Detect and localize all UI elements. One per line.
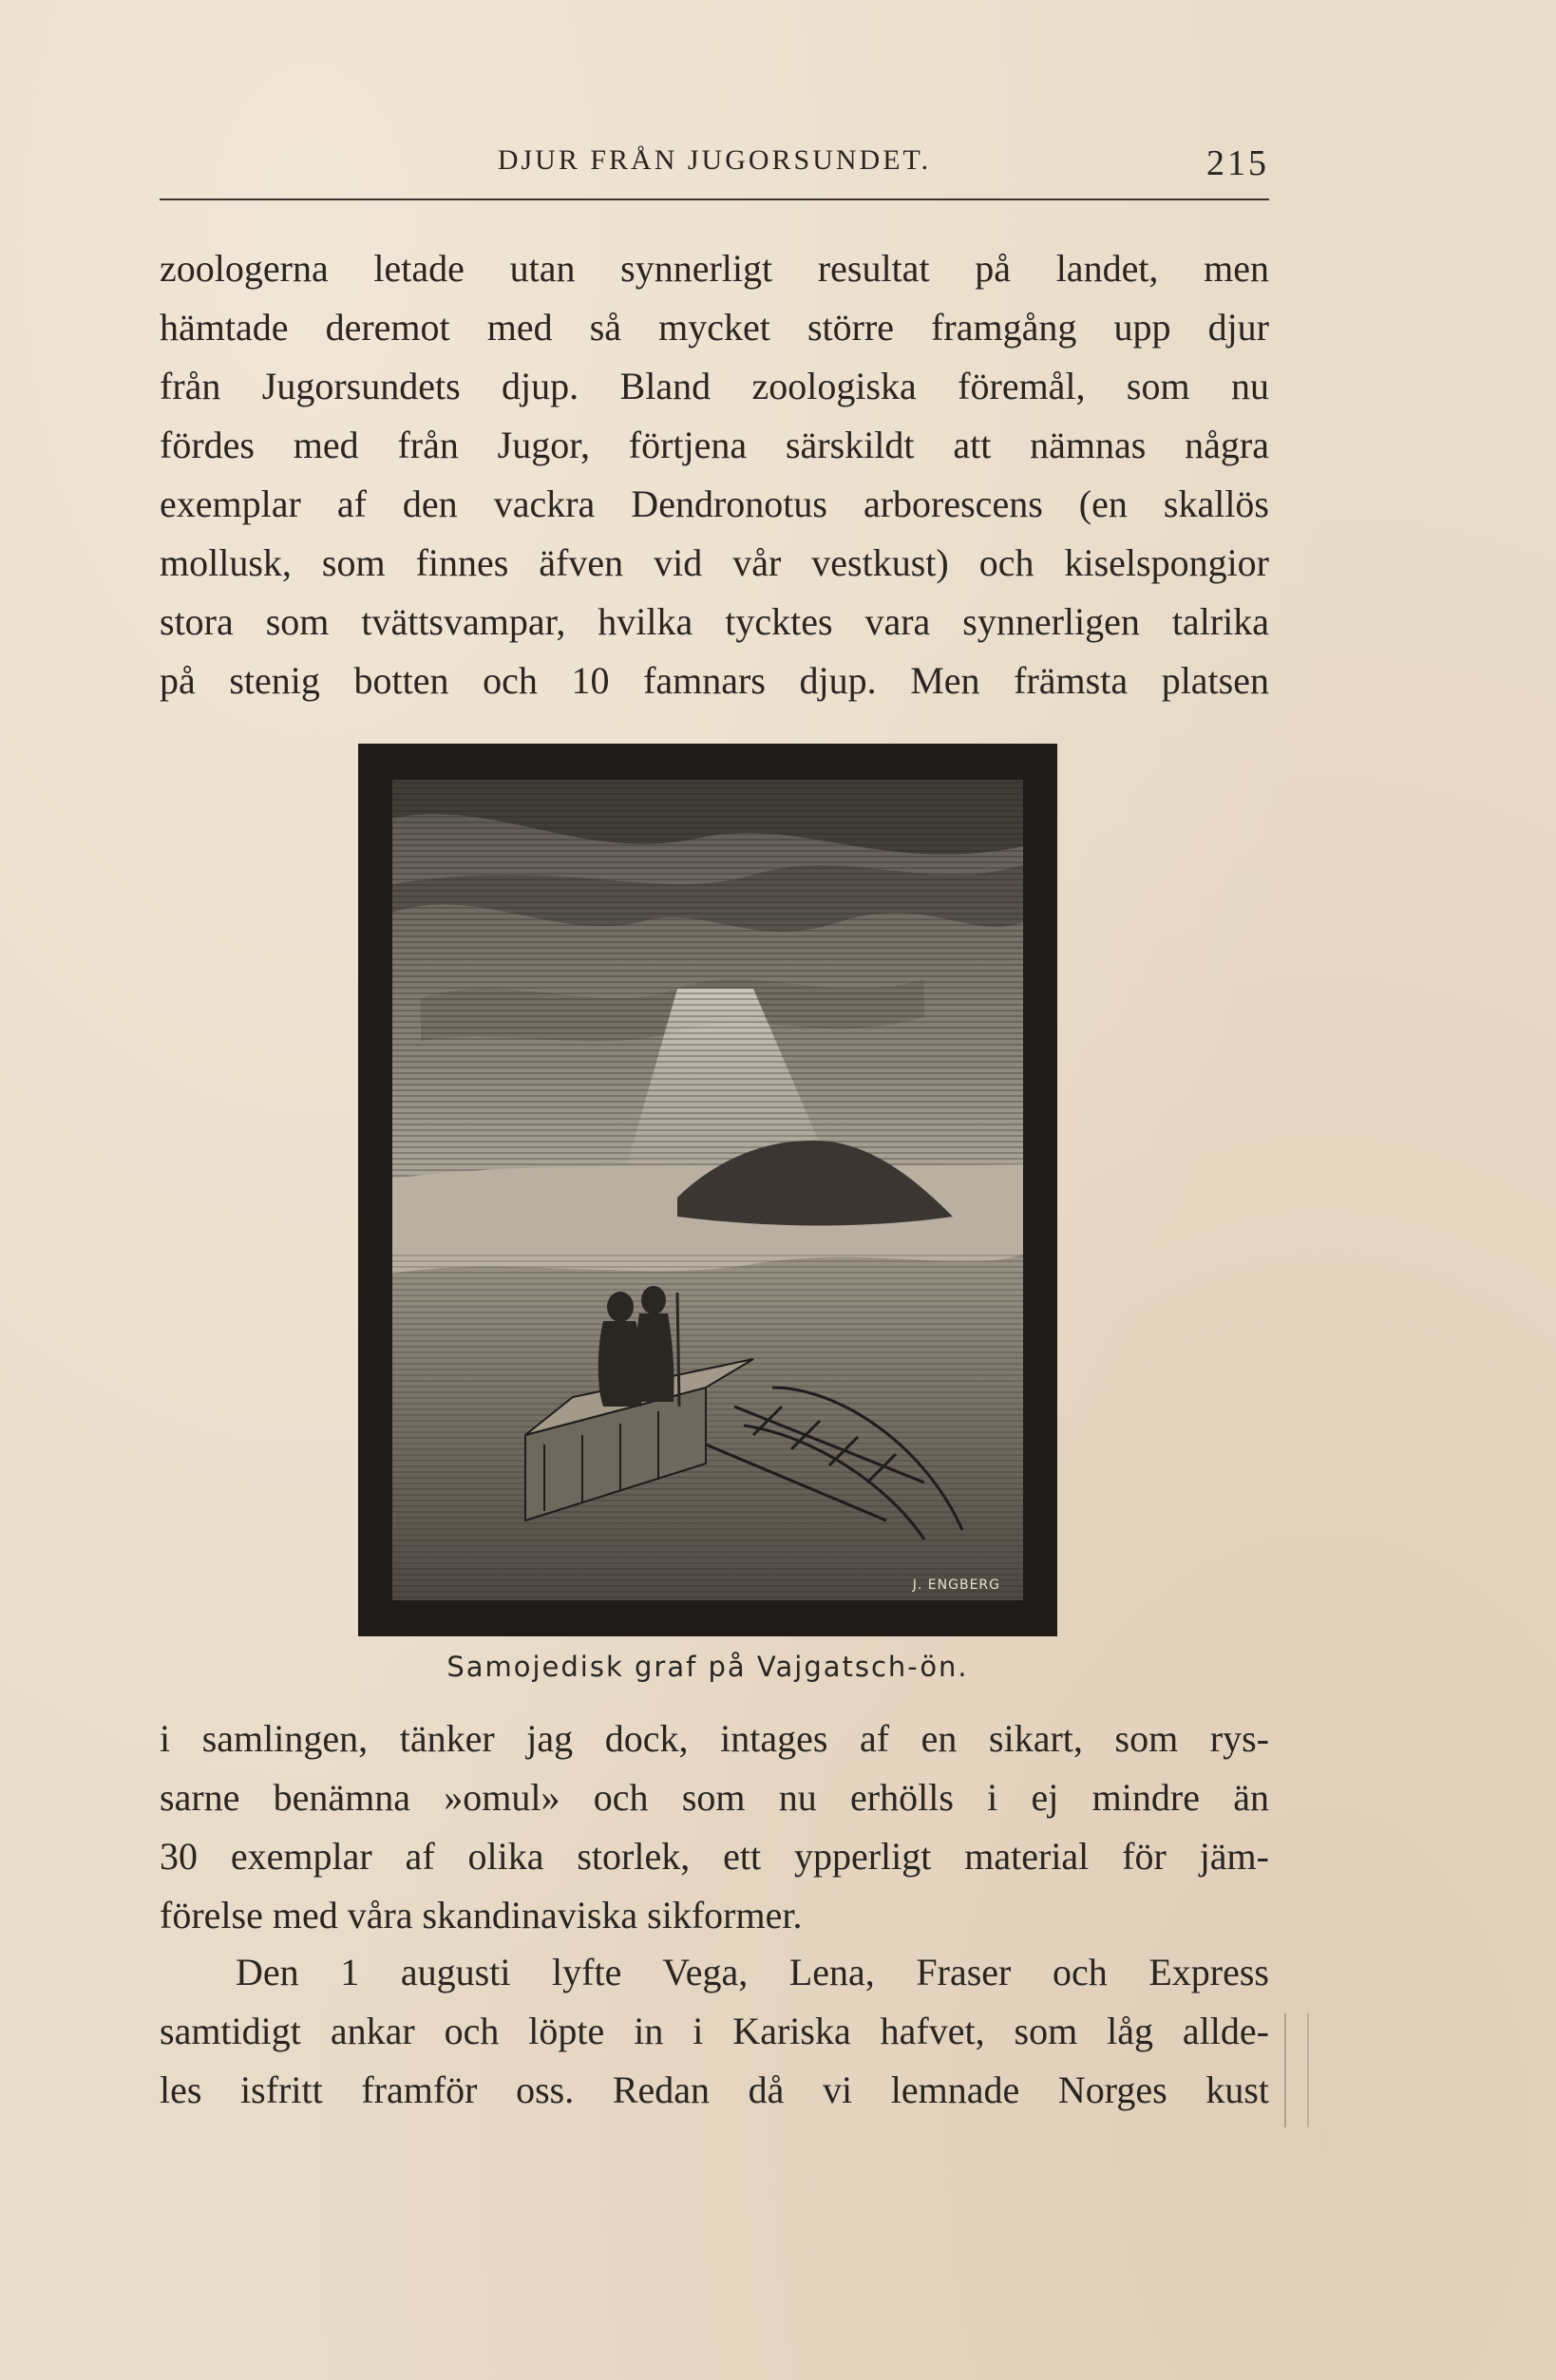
text-line: fördes med från Jugor, förtjena särskildt att nämnas några: [160, 424, 1269, 466]
ground-hatching: [392, 1255, 1023, 1600]
running-title: DJUR FRÅN JUGORSUNDET.: [497, 144, 932, 176]
engraving-illustration: [358, 744, 1057, 1636]
paragraph-3: [160, 1943, 1269, 2120]
text-line: exemplar af den vackra Dendronotus arborescens (en skallös: [160, 482, 1269, 525]
pencil-margin-mark: [1284, 2013, 1309, 2127]
paragraph-1: [160, 239, 1269, 710]
text-line: förelse med våra skandinaviska sikformer.: [160, 1894, 803, 1936]
engraver-signature: J. ENGBERG: [912, 1577, 1000, 1593]
text-line: sarne benämna »omul» och som nu erhölls i ej mindre än: [160, 1776, 1269, 1819]
text-line: les isfritt framför oss. Redan då vi lemnade Norges kust: [160, 2068, 1269, 2111]
text-line: Den 1 augusti lyfte Vega, Lena, Fraser och Express: [236, 1951, 1269, 1993]
paragraph-2: [160, 1709, 1269, 1945]
text-line: hämtade deremot med så mycket större framgång upp djur: [160, 306, 1269, 349]
text-line: 30 exemplar af olika storlek, ett ypperligt material för jäm-: [160, 1835, 1269, 1878]
page-header: [160, 142, 1269, 192]
engraving-scene: [392, 780, 1023, 1600]
page-number: 215: [1206, 143, 1269, 183]
text-line: på stenig botten och 10 famnars djup. Men främsta platsen: [160, 659, 1269, 702]
text-line: mollusk, som finnes äfven vid vår vestkust) och kiselspongior: [160, 541, 1269, 584]
figure-caption: Samojedisk graf på Vajgatsch-ön.: [446, 1651, 969, 1683]
text-line: samtidigt ankar och löpte in i Kariska hafvet, som låg allde-: [160, 2010, 1269, 2052]
header-rule: [160, 198, 1269, 200]
text-line: från Jugorsundets djup. Bland zoologiska föremål, som nu: [160, 365, 1269, 407]
text-line: i samlingen, tänker jag dock, intages af en sikart, som rys-: [160, 1717, 1269, 1760]
text-line: zoologerna letade utan synnerligt resultat på landet, men: [160, 247, 1269, 290]
text-line: stora som tvättsvampar, hvilka tycktes vara synnerligen talrika: [160, 600, 1269, 643]
